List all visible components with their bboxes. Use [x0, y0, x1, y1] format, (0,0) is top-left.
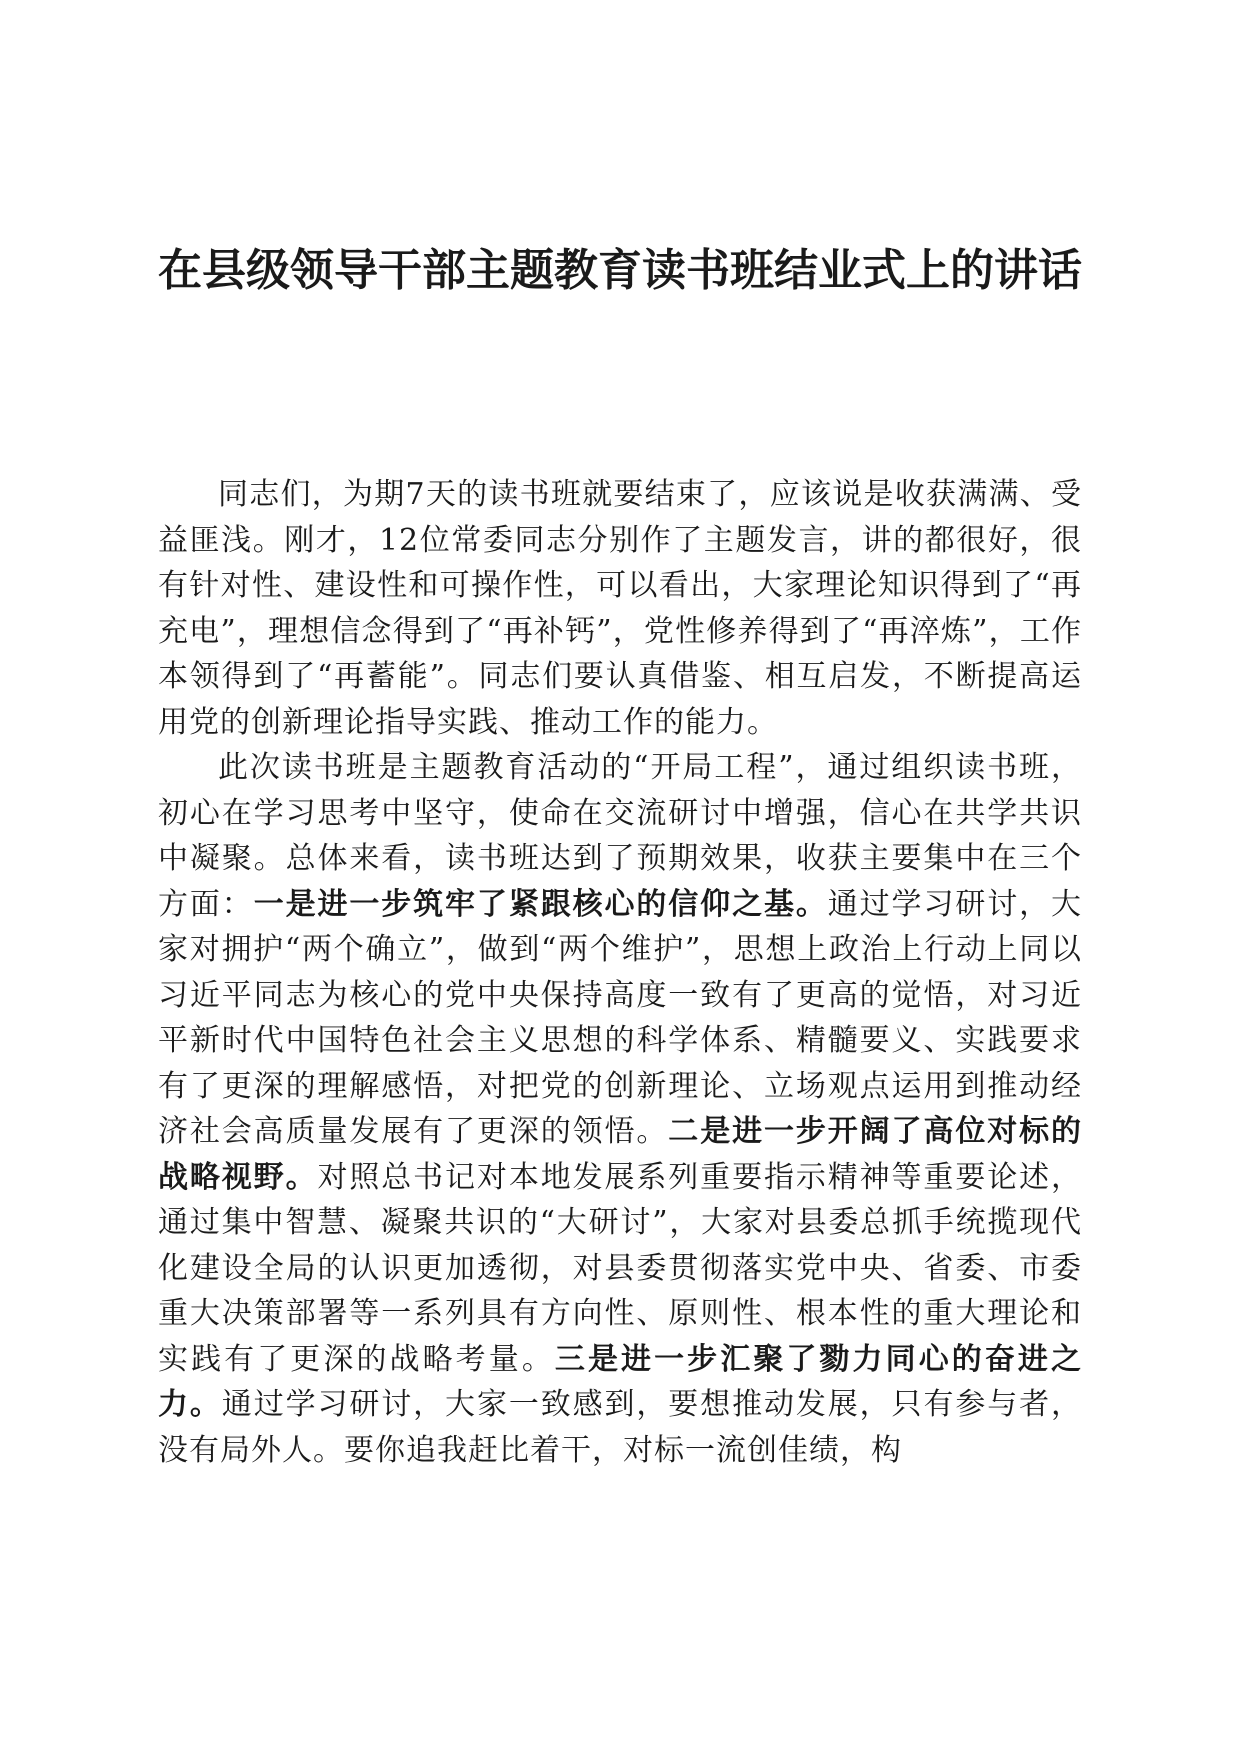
paragraph-2 — [158, 745, 1082, 1473]
point-two-text: 对照总书记对本地发展系列重要指示精神等重要论述，通过集中智慧、凝聚共识的“大研讨”，大家对县委总抓手统揽现代化建设全局的认识更加透彻，对县委贯彻落实党中央、省委、市委重大决策部署等一系列具有方向性、原则性、根本性的重大理论和实践有了更深的战略考量。 — [158, 1159, 1083, 1377]
point-two-heading: 二是进一步开阔了高位对标的战略视野。 — [158, 1114, 1083, 1195]
point-three-text: 通过学习研讨，大家一致感到，要想推动发展，只有参与者，没有局外人。要你追我赶比着干，对标一流创佳绩，构 — [158, 1387, 1083, 1468]
document-title: 在县级领导干部主题教育读书班结业式上的讲话 — [158, 245, 1082, 296]
paragraph-1 — [158, 472, 1082, 745]
point-one-text: 通过学习研讨，大家对拥护“两个确立”，做到“两个维护”，思想上政治上行动上同以习近平同志为核心的党中央保持高度一致有了更高的觉悟，对习近平新时代中国特色社会主义思想的科学体系、精髓要义、实践要求有了更深的理解感悟，对把党的创新理论、立场观点运用到推动经济社会高质量发展有了更深的领悟。 — [158, 886, 1083, 1149]
point-one-heading: 一是进一步筑牢了紧跟核心的信仰之基。 — [253, 886, 828, 922]
point-three-heading: 三是进一步汇聚了勠力同心的奋进之力。 — [158, 1341, 1083, 1422]
document-body — [158, 472, 1082, 1473]
paragraph-2-intro: 此次读书班是主题教育活动的“开局工程”，通过组织读书班，初心在学习思考中坚守，使命在交流研讨中增强，信心在共学共识中凝聚。总体来看，读书班达到了预期效果，收获主要集中在三个方面： — [158, 750, 1082, 922]
paragraph-1-text: 同志们，为期7天的读书班就要结束了，应该说是收获满满、受益匪浅。刚才，12位常委同志分别作了主题发言，讲的都很好，很有针对性、建设性和可操作性，可以看出，大家理论知识得到了“再充电”，理想信念得到了“再补钙”，党性修养得到了“再淬炼”，工作本领得到了“再蓄能”。同志们要认真借鉴、相互启发，不断提高运用党的创新理论指导实践、推动工作的能力。 — [158, 477, 1082, 740]
